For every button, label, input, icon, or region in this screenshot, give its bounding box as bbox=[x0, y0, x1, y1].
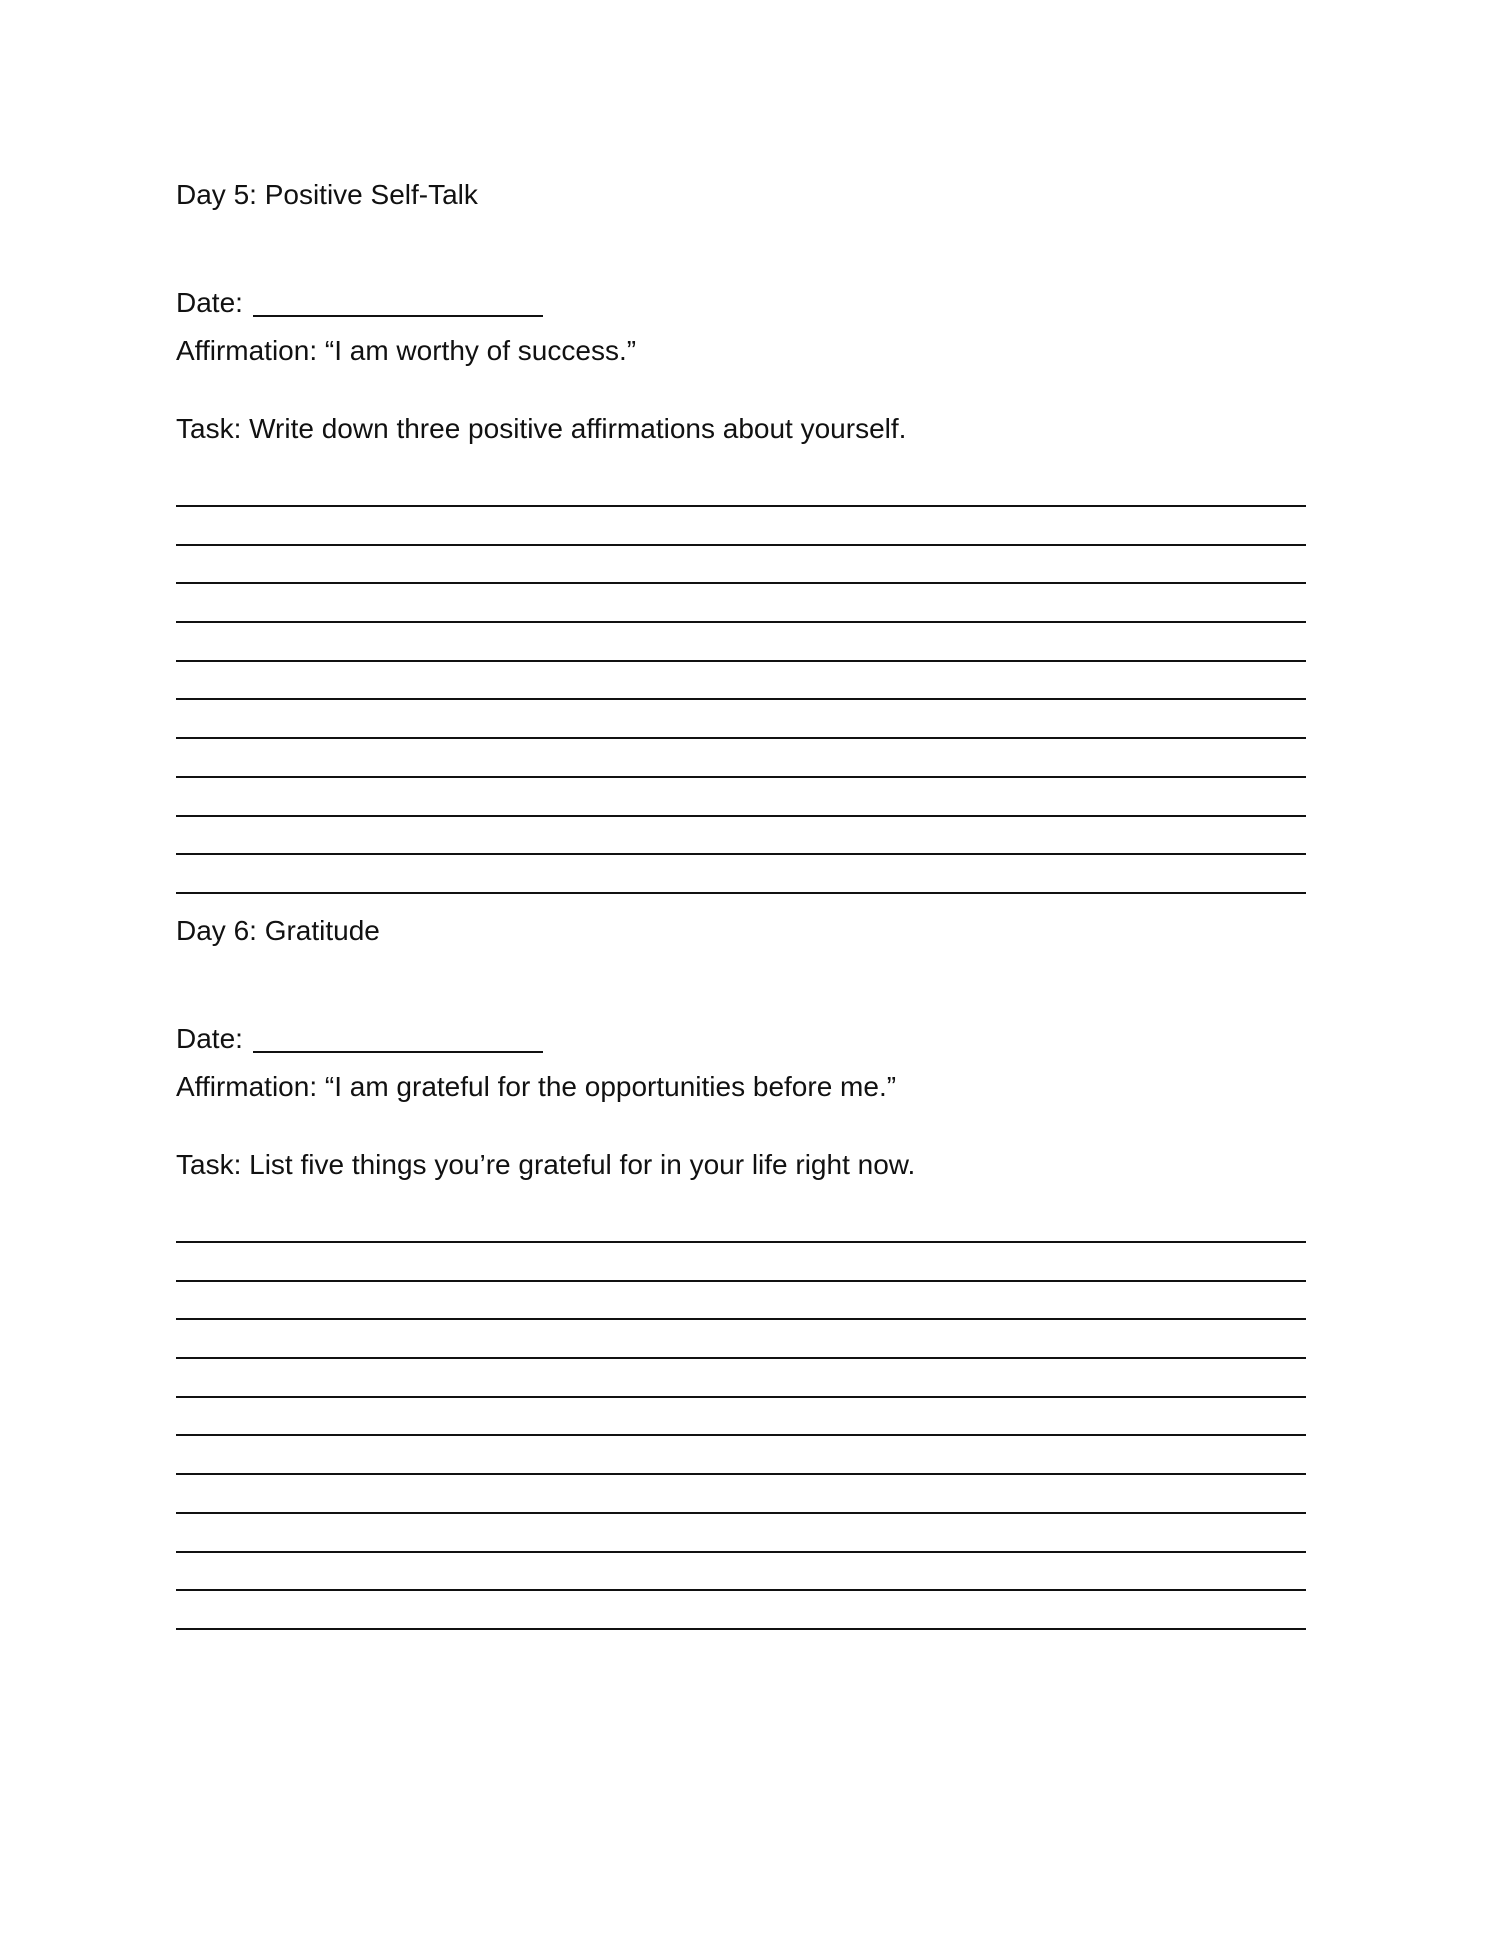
writing-line[interactable] bbox=[176, 1282, 1306, 1321]
date-label: Date: bbox=[176, 1023, 243, 1054]
day-5-section bbox=[176, 171, 1306, 894]
writing-line[interactable] bbox=[176, 1475, 1306, 1514]
writing-line[interactable] bbox=[176, 1320, 1306, 1359]
writing-line[interactable] bbox=[176, 1436, 1306, 1475]
writing-line[interactable] bbox=[176, 1591, 1306, 1630]
writing-line[interactable] bbox=[176, 623, 1306, 662]
writing-line[interactable] bbox=[176, 507, 1306, 546]
affirmation-text: Affirmation: “I am worthy of success.” bbox=[176, 335, 637, 366]
date-blank-line[interactable] bbox=[253, 1021, 543, 1053]
date-row bbox=[176, 249, 1306, 327]
writing-lines bbox=[176, 1217, 1306, 1630]
writing-line[interactable] bbox=[176, 1243, 1306, 1282]
writing-line[interactable] bbox=[176, 855, 1306, 894]
writing-line[interactable] bbox=[176, 1514, 1306, 1553]
day-6-section bbox=[176, 907, 1306, 1630]
day-title: Day 5: Positive Self-Talk bbox=[176, 179, 478, 210]
writing-line[interactable] bbox=[176, 584, 1306, 623]
writing-line[interactable] bbox=[176, 1217, 1306, 1243]
date-blank-line[interactable] bbox=[253, 285, 543, 317]
writing-lines bbox=[176, 481, 1306, 894]
writing-line[interactable] bbox=[176, 1553, 1306, 1592]
writing-line[interactable] bbox=[176, 546, 1306, 585]
affirmation-text: Affirmation: “I am grateful for the opportunities before me.” bbox=[176, 1071, 897, 1102]
date-label: Date: bbox=[176, 287, 243, 318]
writing-line[interactable] bbox=[176, 1398, 1306, 1437]
task-text: Task: Write down three positive affirmations about yourself. bbox=[176, 413, 907, 444]
writing-line[interactable] bbox=[176, 481, 1306, 507]
task-text: Task: List five things you’re grateful for in your life right now. bbox=[176, 1149, 916, 1180]
writing-line[interactable] bbox=[176, 817, 1306, 856]
writing-line[interactable] bbox=[176, 1359, 1306, 1398]
writing-line[interactable] bbox=[176, 662, 1306, 701]
writing-line[interactable] bbox=[176, 700, 1306, 739]
writing-line[interactable] bbox=[176, 739, 1306, 778]
writing-line[interactable] bbox=[176, 778, 1306, 817]
date-row bbox=[176, 985, 1306, 1063]
day-title: Day 6: Gratitude bbox=[176, 915, 380, 946]
